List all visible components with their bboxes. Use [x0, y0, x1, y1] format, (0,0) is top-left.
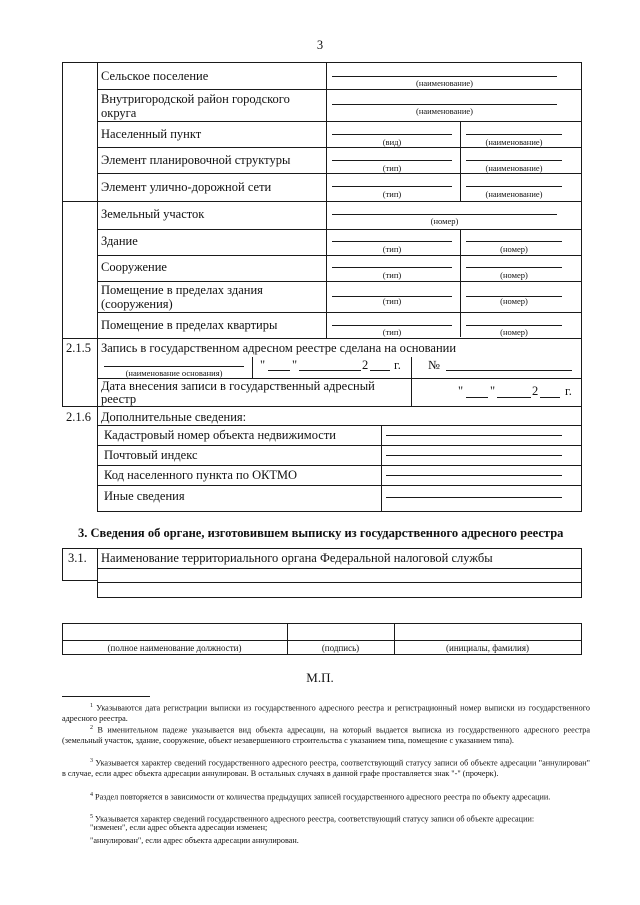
caption-number: (номер) [500, 296, 528, 306]
caption-position: (полное наименование должности) [107, 643, 242, 653]
caption-number: (номер) [500, 327, 528, 337]
date-quote-close: " [490, 384, 496, 398]
footnote-2: $^2$ В именительном падеже указывается вид объекта адресации, на который выдается выписка из государственного адресного реестра (земельный участок, здание, сооружение, объект незавершенного строительства с указанием типа, помещение с указанием типа). [62, 725, 591, 746]
caption-type: (тип) [382, 296, 402, 306]
label-premises-in-building-2: (сооружения) [101, 297, 173, 311]
footnote-5: $^5$ Указывается характер сведений государственного адресного реестра, соответствующий статусу записи об объекте адресации: [90, 814, 535, 824]
caption-name: (наименование) [415, 106, 474, 116]
footnote-separator [62, 696, 150, 697]
caption-number: (номер) [500, 244, 528, 254]
additional-info-title: Дополнительные сведения: [101, 410, 247, 424]
label-premises-in-apartment: Помещение в пределах квартиры [101, 318, 278, 332]
label-oktmo-code: Код населенного пункта по ОКТМО [104, 468, 298, 482]
caption-name: (наименование) [485, 163, 543, 173]
label-settlement: Населенный пункт [101, 127, 202, 141]
caption-initials: (инициалы, фамилия) [446, 643, 529, 653]
footnote-5-item-2: "аннулирован", если адрес объекта адресации аннулирован. [90, 836, 299, 845]
footnote-3: $^3$ Указывается характер сведений государственного адресного реестра, соответствующий статусу записи об объекте адресации "аннулирован" в случае, если адрес объекта адресации аннулирован. В остальных случаях в данной графе проставляется знак "-" (прочерк). [62, 758, 590, 779]
caption-name: (наименование) [415, 78, 474, 88]
label-tax-authority: Наименование территориального органа Федеральной налоговой службы [101, 551, 493, 565]
footnote-5-item-1: "изменен", если адрес объекта адресации изменен; [90, 823, 268, 832]
footnote-4: $^4$ Раздел повторяется в зависимости от количества предыдущих записей государственного адресного реестра по объекту адресации. [90, 792, 551, 802]
date-quote-open: " [458, 384, 464, 398]
caption-name: (наименование) [485, 137, 543, 147]
label-other-info: Иные сведения [104, 489, 185, 503]
label-structure: Сооружение [101, 260, 167, 274]
caption-type: (тип) [382, 163, 402, 173]
label-intracity-district-2: округа [101, 106, 137, 120]
caption-type: (тип) [382, 244, 402, 254]
page-number: 3 [316, 38, 324, 52]
label-intracity-district: Внутригородской район городского [101, 92, 290, 106]
year-suffix: г. [565, 384, 572, 398]
label-premises-in-building: Помещение в пределах здания [101, 283, 263, 297]
label-cadastral-number: Кадастровый номер объекта недвижимости [104, 428, 336, 442]
label-street-element: Элемент улично-дорожной сети [101, 180, 272, 194]
caption-signature: (подпись) [321, 643, 360, 653]
label-planning-element: Элемент планировочной структуры [101, 153, 291, 167]
section-3-heading: 3. Сведения об органе, изготовившем выписку из государственного адресного реестра [78, 526, 564, 540]
caption-number: (номер) [430, 216, 459, 226]
section-number-216: 2.1.6 [66, 410, 91, 424]
caption-type: (тип) [382, 270, 402, 280]
label-postal-code: Почтовый индекс [104, 448, 198, 462]
label-building: Здание [101, 234, 138, 248]
caption-type: (тип) [382, 327, 402, 337]
caption-name: (наименование) [485, 189, 543, 199]
date-quote-open: " [260, 358, 266, 372]
section-number-215: 2.1.5 [66, 341, 91, 355]
caption-type: (тип) [382, 189, 402, 199]
footnote-1: $^1$ Указываются дата регистрации выписки из государственного адресного реестра и регистрационный номер выписки из государственного адресного реестра. [62, 703, 590, 724]
label-land-plot: Земельный участок [101, 207, 205, 221]
caption-basis-name: (наименование основания) [125, 368, 223, 378]
label-entry-date-2: реестр [101, 392, 137, 406]
caption-number: (номер) [500, 270, 528, 280]
section-3-1-number: 3.1. [68, 551, 87, 565]
caption-kind: (вид) [382, 137, 402, 147]
label-rural-settlement: Сельское поселение [101, 69, 209, 83]
year-prefix: 2 [362, 358, 369, 372]
stamp-place: М.П. [306, 670, 334, 685]
year-suffix: г. [394, 358, 401, 372]
date-quote-close: " [292, 358, 298, 372]
number-sign: № [428, 358, 440, 372]
record-basis-title: Запись в государственном адресном реестре сделана на основании [101, 341, 457, 355]
label-entry-date: Дата внесения записи в государственный адресный [101, 379, 375, 393]
year-prefix: 2 [532, 384, 539, 398]
